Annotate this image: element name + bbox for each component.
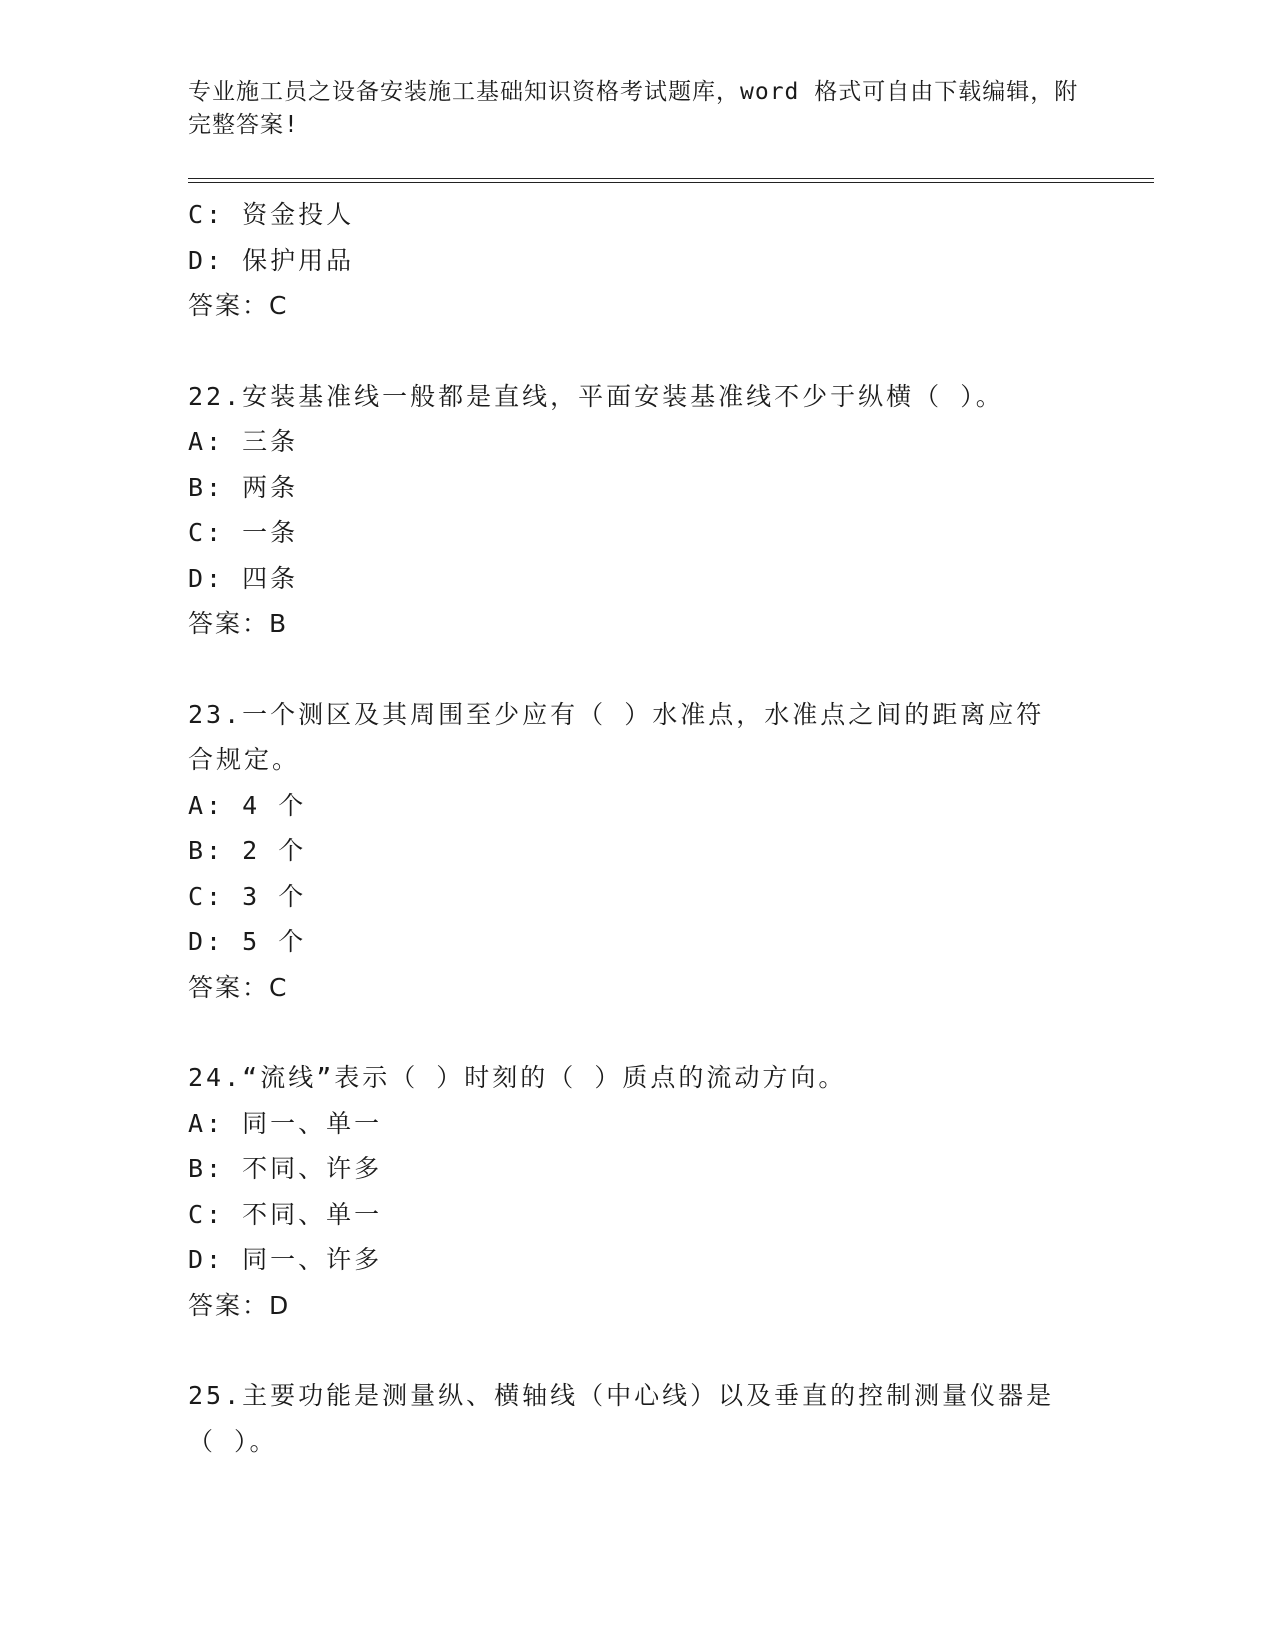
option-d: D: 5 个 bbox=[188, 927, 307, 956]
option-d: D: 保护用品 bbox=[188, 245, 355, 275]
option-a: A: 三条 bbox=[188, 427, 299, 456]
option-b: B: 不同、许多 bbox=[188, 1154, 383, 1183]
option-b: B: 两条 bbox=[188, 472, 299, 502]
spacer bbox=[188, 1328, 1088, 1373]
answer-line: 答案：C bbox=[188, 291, 289, 320]
question-stem: 23.一个测区及其周围至少应有（ ）水准点，水准点之间的距离应符合规定。 bbox=[188, 699, 1045, 774]
answer-line: 答案：B bbox=[188, 609, 289, 638]
header-divider bbox=[188, 178, 1154, 183]
option-c: C: 资金投人 bbox=[188, 200, 355, 229]
answer-line: 答案：D bbox=[188, 1290, 291, 1320]
option-d: D: 同一、许多 bbox=[188, 1245, 383, 1274]
option-d: D: 四条 bbox=[188, 563, 299, 593]
document-header: 专业施工员之设备安装施工基础知识资格考试题库，word 格式可自由下载编辑，附完整答案! bbox=[188, 79, 1079, 138]
option-a: A: 同一、单一 bbox=[188, 1108, 383, 1138]
option-c: C: 不同、单一 bbox=[188, 1199, 383, 1229]
option-a: A: 4 个 bbox=[188, 790, 307, 820]
option-c: C: 一条 bbox=[188, 518, 299, 547]
option-b: B: 2 个 bbox=[188, 836, 307, 865]
question-list bbox=[188, 192, 1088, 1464]
question-stem: 24.“流线”表示（ ）时刻的（ ）质点的流动方向。 bbox=[188, 1063, 847, 1092]
option-c: C: 3 个 bbox=[188, 881, 307, 911]
spacer bbox=[188, 1010, 1088, 1055]
question-stem: 25.主要功能是测量纵、横轴线（中心线）以及垂直的控制测量仪器是（ ）。 bbox=[188, 1381, 1055, 1456]
spacer bbox=[188, 647, 1088, 692]
question-stem: 22.安装基准线一般都是直线，平面安装基准线不少于纵横（ ）。 bbox=[188, 381, 1004, 411]
answer-line: 答案：C bbox=[188, 972, 289, 1002]
spacer bbox=[188, 329, 1088, 374]
